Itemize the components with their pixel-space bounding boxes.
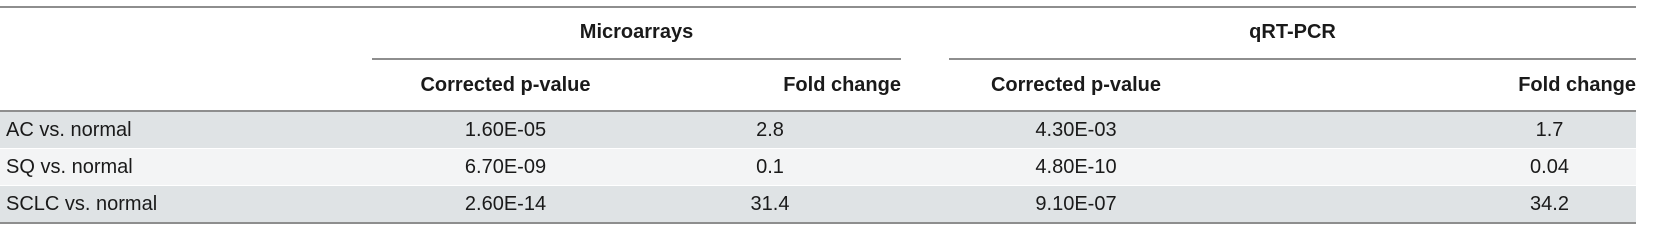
table-row: [0, 149, 1636, 186]
group-gap-cell: [901, 7, 949, 60]
qrtpcr-group-header: [949, 7, 1636, 60]
subheader-gap-cell: [901, 60, 949, 111]
row-label: AC vs. normal: [0, 111, 372, 149]
results-table-container: [0, 6, 1636, 224]
qrt-fold-header: Fold change: [1203, 60, 1636, 111]
table-row: [0, 111, 1636, 149]
qrt-pvalue-cell: 4.80E-10: [949, 149, 1203, 186]
micro-pvalue-cell: 1.60E-05: [372, 111, 639, 149]
table-row: [0, 186, 1636, 224]
expression-comparison-table: [0, 6, 1636, 224]
row-label-header: [0, 60, 372, 111]
row-label: SCLC vs. normal: [0, 186, 372, 224]
qrt-fold-cell: 0.04: [1203, 149, 1636, 186]
gap-cell: [901, 186, 949, 224]
micro-fold-cell: 2.8: [639, 111, 901, 149]
empty-corner-cell: [0, 7, 372, 60]
column-header-row: [0, 60, 1636, 111]
qrt-pvalue-header: Corrected p-value: [949, 60, 1203, 111]
microarrays-group-title: Microarrays: [579, 20, 694, 43]
qrt-fold-cell: 1.7: [1203, 111, 1636, 149]
micro-pvalue-header: Corrected p-value: [372, 60, 639, 111]
microarrays-group-rule: [372, 58, 901, 60]
gap-cell: [901, 149, 949, 186]
qrt-pvalue-cell: 4.30E-03: [949, 111, 1203, 149]
micro-pvalue-cell: 2.60E-14: [372, 186, 639, 224]
micro-fold-header: Fold change: [639, 60, 901, 111]
qrt-fold-cell: 34.2: [1203, 186, 1636, 224]
row-label: SQ vs. normal: [0, 149, 372, 186]
gap-cell: [901, 111, 949, 149]
micro-fold-cell: 31.4: [639, 186, 901, 224]
qrt-pvalue-cell: 9.10E-07: [949, 186, 1203, 224]
micro-pvalue-cell: 6.70E-09: [372, 149, 639, 186]
micro-fold-cell: 0.1: [639, 149, 901, 186]
microarrays-group-header: [372, 7, 901, 60]
group-header-row: [0, 7, 1636, 60]
qrtpcr-group-rule: [949, 58, 1636, 60]
qrtpcr-group-title: qRT-PCR: [1249, 20, 1336, 43]
